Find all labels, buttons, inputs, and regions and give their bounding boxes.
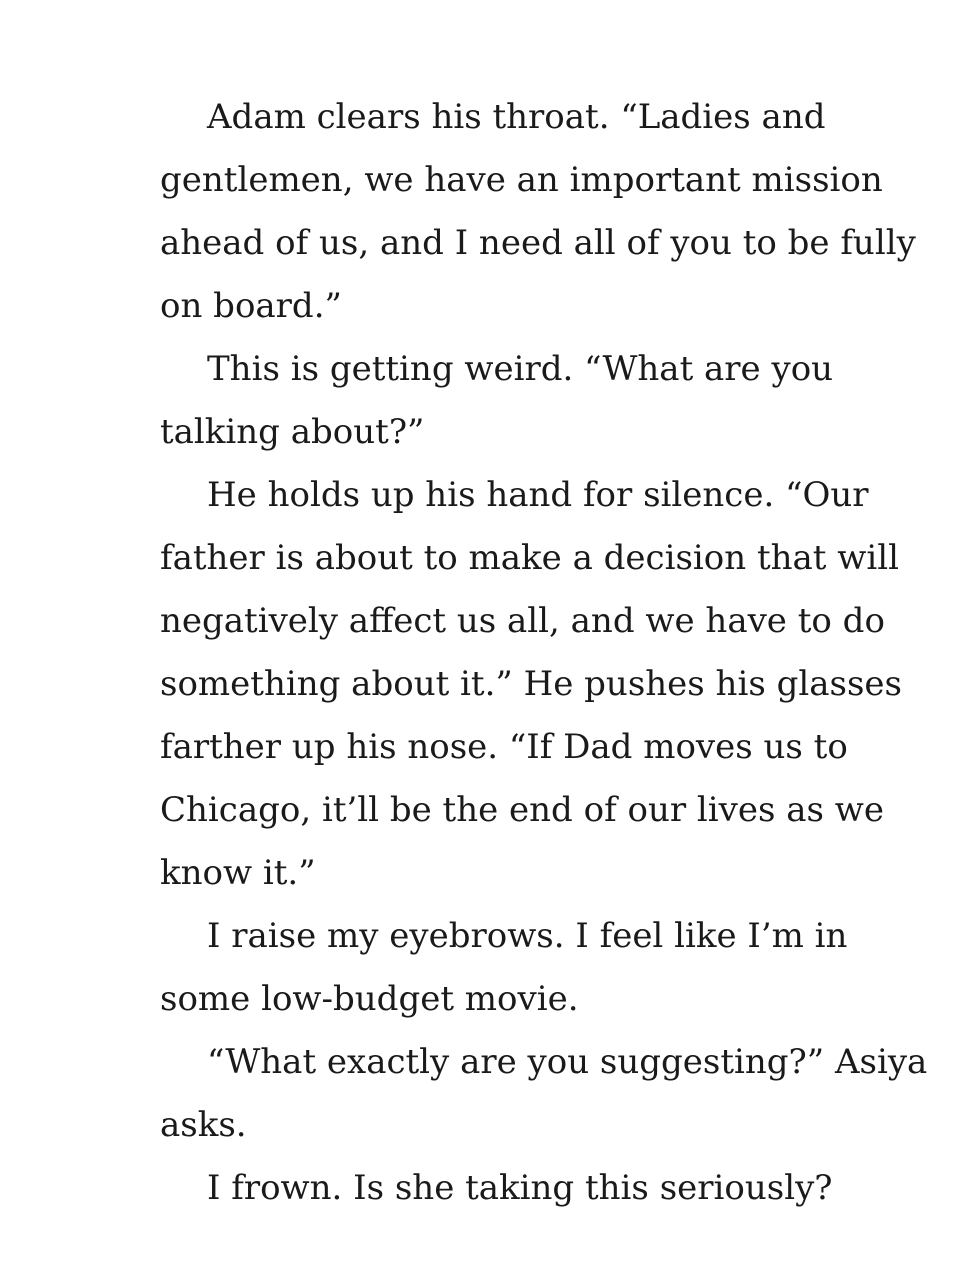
- text-line: This is getting weird. “What are you: [207, 349, 834, 389]
- text-line: “What exactly are you suggesting?” Asiya: [207, 1042, 928, 1082]
- text-line: something about it.” He pushes his glasses: [160, 664, 902, 704]
- text-line: gentlemen, we have an important mission: [160, 160, 883, 200]
- text-line: negatively affect us all, and we have to do: [160, 601, 885, 641]
- text-line: I frown. Is she taking this seriously?: [207, 1168, 833, 1208]
- text-line: talking about?”: [160, 412, 425, 452]
- text-line: ahead of us, and I need all of you to be fully: [160, 223, 916, 263]
- text-line: on board.”: [160, 286, 342, 326]
- text-line: know it.”: [160, 853, 316, 893]
- text-line: He holds up his hand for silence. “Our: [207, 475, 869, 515]
- text-line: some low-budget movie.: [160, 979, 579, 1019]
- text-line: I raise my eyebrows. I feel like I’m in: [207, 916, 848, 956]
- text-line: Adam clears his throat. “Ladies and: [207, 97, 826, 137]
- body-text: [160, 86, 928, 1220]
- text-line: asks.: [160, 1105, 247, 1145]
- text-line: farther up his nose. “If Dad moves us to: [160, 727, 848, 767]
- text-line: Chicago, it’ll be the end of our lives as we: [160, 790, 884, 830]
- text-line: father is about to make a decision that will: [160, 538, 899, 578]
